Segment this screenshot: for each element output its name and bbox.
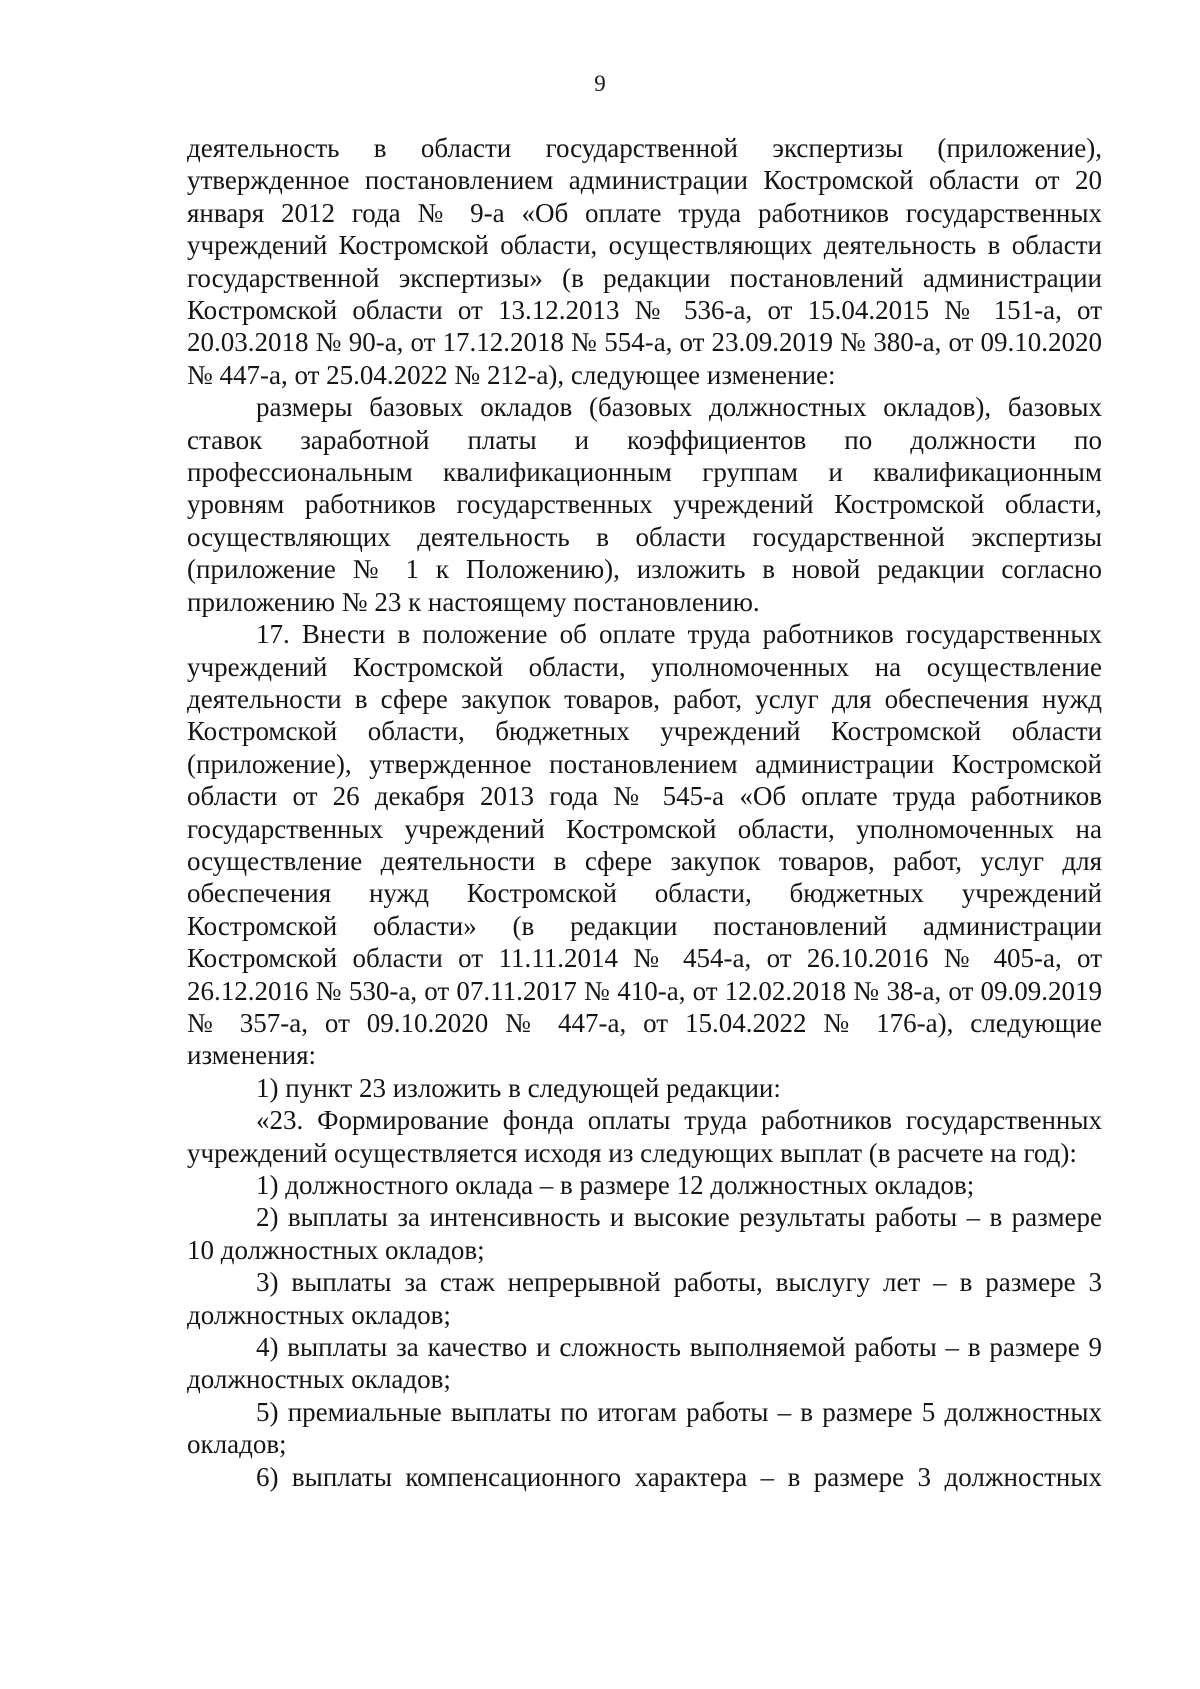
page-number: 9 (594, 71, 606, 96)
list-item-2: 2) выплаты за интенсивность и высокие результаты работы – в размере 10 должностных окладов; (187, 1202, 1102, 1265)
paragraph-point-23-text: «23. Формирование фонда оплаты труда работников государственных учреждений осуществляется исходя из следующих выплат (в расчете на год): (187, 1105, 1102, 1168)
document-body (187, 132, 1102, 1493)
paragraph-base-salaries: размеры базовых окладов (базовых должностных окладов), базовых ставок заработной платы и коэффициентов по должности по профессиональным квалификационным группам и квалификационным уровням работников государственных учреждений Костромской области, осуществляющих деятельность в области государственной экспертизы (приложение № 1 к Положению), изложить в новой редакции согласно приложению № 23 к настоящему постановлению. (187, 392, 1102, 617)
paragraph-point-23-intro: 1) пункт 23 изложить в следующей редакции: (256, 1072, 781, 1103)
list-item-3: 3) выплаты за стаж непрерывной работы, выслугу лет – в размере 3 должностных окладов; (187, 1267, 1102, 1330)
list-item-1: 1) должностного оклада – в размере 12 должностных окладов; (256, 1170, 975, 1200)
list-item-6: 6) выплаты компенсационного характера – в размере 3 должностных (256, 1461, 1102, 1492)
paragraph-item-17: 17. Внести в положение об оплате труда работников государственных учреждений Костромской области, уполномоченных на осуществление деятельности в сфере закупок товаров, работ, услуг для обеспечения нужд Костромской области, бюджетных учреждений Костромской области (приложение), утвержденное постановлением администрации Костромской области от 26 декабря 2013 года № 545-а «Об оплате труда работников государственных учреждений Костромской области, уполномоченных на осуществление деятельности в сфере закупок товаров, работ, услуг для обеспечения нужд Костромской области, бюджетных учреждений Костромской области» (в редакции постановлений администрации Костромской области от 11.11.2014 № 454-а, от 26.10.2016 № 405-а, от 26.12.2016 № 530-а, от 07.11.2017 № 410-а, от 12.02.2018 № 38-а, от 09.09.2019 № 357-а, от 09.10.2020 № 447-а, от 15.04.2022 № 176-а), следующие изменения: (187, 619, 1102, 1071)
list-item-5: 5) премиальные выплаты по итогам работы – в размере 5 должностных окладов; (187, 1396, 1102, 1460)
paragraph-continuation: деятельность в области государственной экспертизы (приложение), утвержденное постановлением администрации Костромской области от 20 января 2012 года № 9-а «Об оплате труда работников государственных учреждений Костромской области, осуществляющих деятельность в области государственной экспертизы» (в редакции постановлений администрации Костромской области от 13.12.2013 № 536-а, от 15.04.2015 № 151-а, от 20.03.2018 № 90-а, от 17.12.2018 № 554-а, от 23.09.2019 № 380-а, от 09.10.2020 № 447-а, от 25.04.2022 № 212-а), следующее изменение: (187, 133, 1102, 390)
list-item-4: 4) выплаты за качество и сложность выполняемой работы – в размере 9 должностных окладов; (187, 1332, 1102, 1395)
